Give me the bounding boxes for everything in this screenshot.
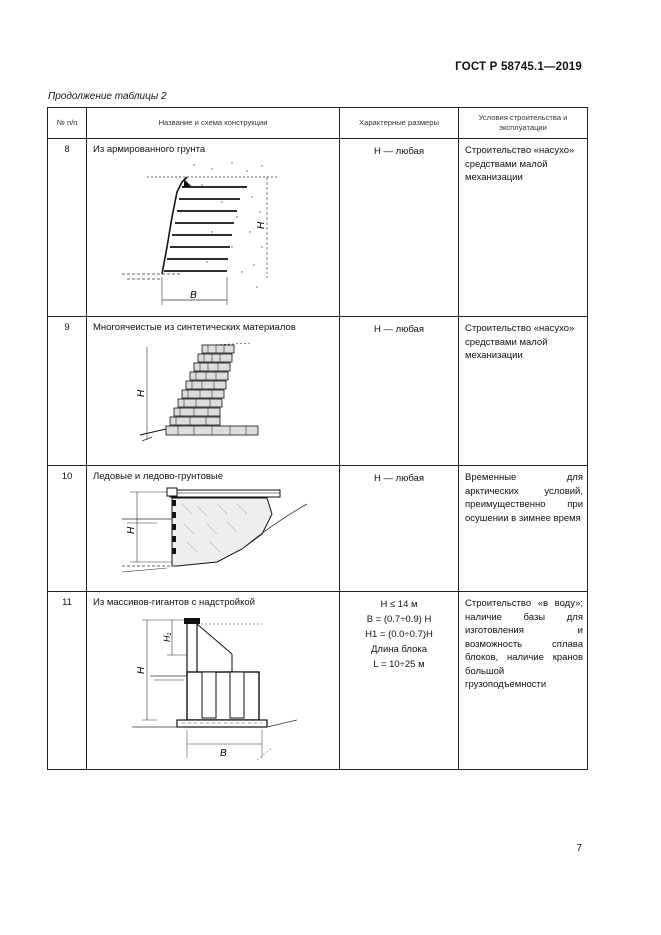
- size-value: Длина блока: [370, 644, 428, 655]
- size-value: H ≤ 14 м: [380, 599, 418, 610]
- row-name: Ледовые и ледово-грунтовые: [93, 471, 224, 482]
- header-num: № п/п: [48, 108, 87, 139]
- row-name: Из массивов-гигантов с надстройкой: [93, 597, 255, 608]
- row-name-cell: [87, 139, 340, 317]
- row-name-cell: [87, 466, 340, 592]
- dim-b-label: B: [190, 290, 197, 301]
- dim-b-label: B: [220, 748, 227, 759]
- row-num: 9: [48, 317, 87, 466]
- dim-h1-label: H₁: [162, 632, 172, 642]
- size-value: B = (0.7÷0.9) H: [366, 614, 432, 625]
- row-sizes: [340, 466, 459, 592]
- table-row: [48, 139, 588, 317]
- reinforced-soil-wall-diagram: [122, 157, 297, 307]
- table-row: [48, 466, 588, 592]
- document-id: ГОСТ Р 58745.1—2019: [455, 61, 582, 73]
- row-num: 8: [48, 139, 87, 317]
- dim-h-label: H: [256, 221, 267, 229]
- row-conditions: Временные для арктических условий, преимущественно при осушении в зимнее время: [459, 466, 588, 592]
- header-sizes: Характерные размеры: [340, 108, 459, 139]
- table-row: [48, 592, 588, 770]
- header-name: Название и схема конструкции: [87, 108, 340, 139]
- dim-h-label: H: [126, 526, 137, 534]
- row-name-cell: [87, 592, 340, 770]
- giant-block-quay-diagram: [122, 610, 297, 760]
- row-sizes: [340, 592, 459, 770]
- page-number: 7: [576, 843, 582, 854]
- ice-wall-diagram: [122, 484, 307, 576]
- size-value: H — любая: [374, 473, 424, 484]
- row-name: Многоячеистые из синтетических материалов: [93, 322, 296, 333]
- row-conditions: Строительство «насухо» средствами малой механизации: [459, 139, 588, 317]
- row-num: 10: [48, 466, 87, 592]
- dim-h-label: H: [136, 666, 147, 674]
- header-conditions: Условия строительства и эксплуатации: [459, 108, 588, 139]
- size-value: H1 = (0.0÷0.7)H: [365, 629, 433, 640]
- row-sizes: [340, 317, 459, 466]
- row-conditions: Строительство «в воду»; наличие базы для изготовления и возможность сплава блоков, наличие кранов большой грузоподъемности: [459, 592, 588, 770]
- row-sizes: [340, 139, 459, 317]
- dim-h-label: H: [136, 389, 147, 397]
- table-caption: Продолжение таблицы 2: [48, 91, 167, 102]
- size-value: H — любая: [374, 146, 424, 157]
- table-row: [48, 317, 588, 466]
- construction-table: [47, 107, 588, 770]
- row-name-cell: [87, 317, 340, 466]
- table-header-row: [48, 108, 588, 139]
- geocell-wall-diagram: [122, 335, 297, 450]
- row-name: Из армированного грунта: [93, 144, 206, 155]
- size-value: H — любая: [374, 324, 424, 335]
- row-num: 11: [48, 592, 87, 770]
- size-value: L = 10÷25 м: [373, 659, 425, 670]
- row-conditions: Строительство «насухо» средствами малой механизации: [459, 317, 588, 466]
